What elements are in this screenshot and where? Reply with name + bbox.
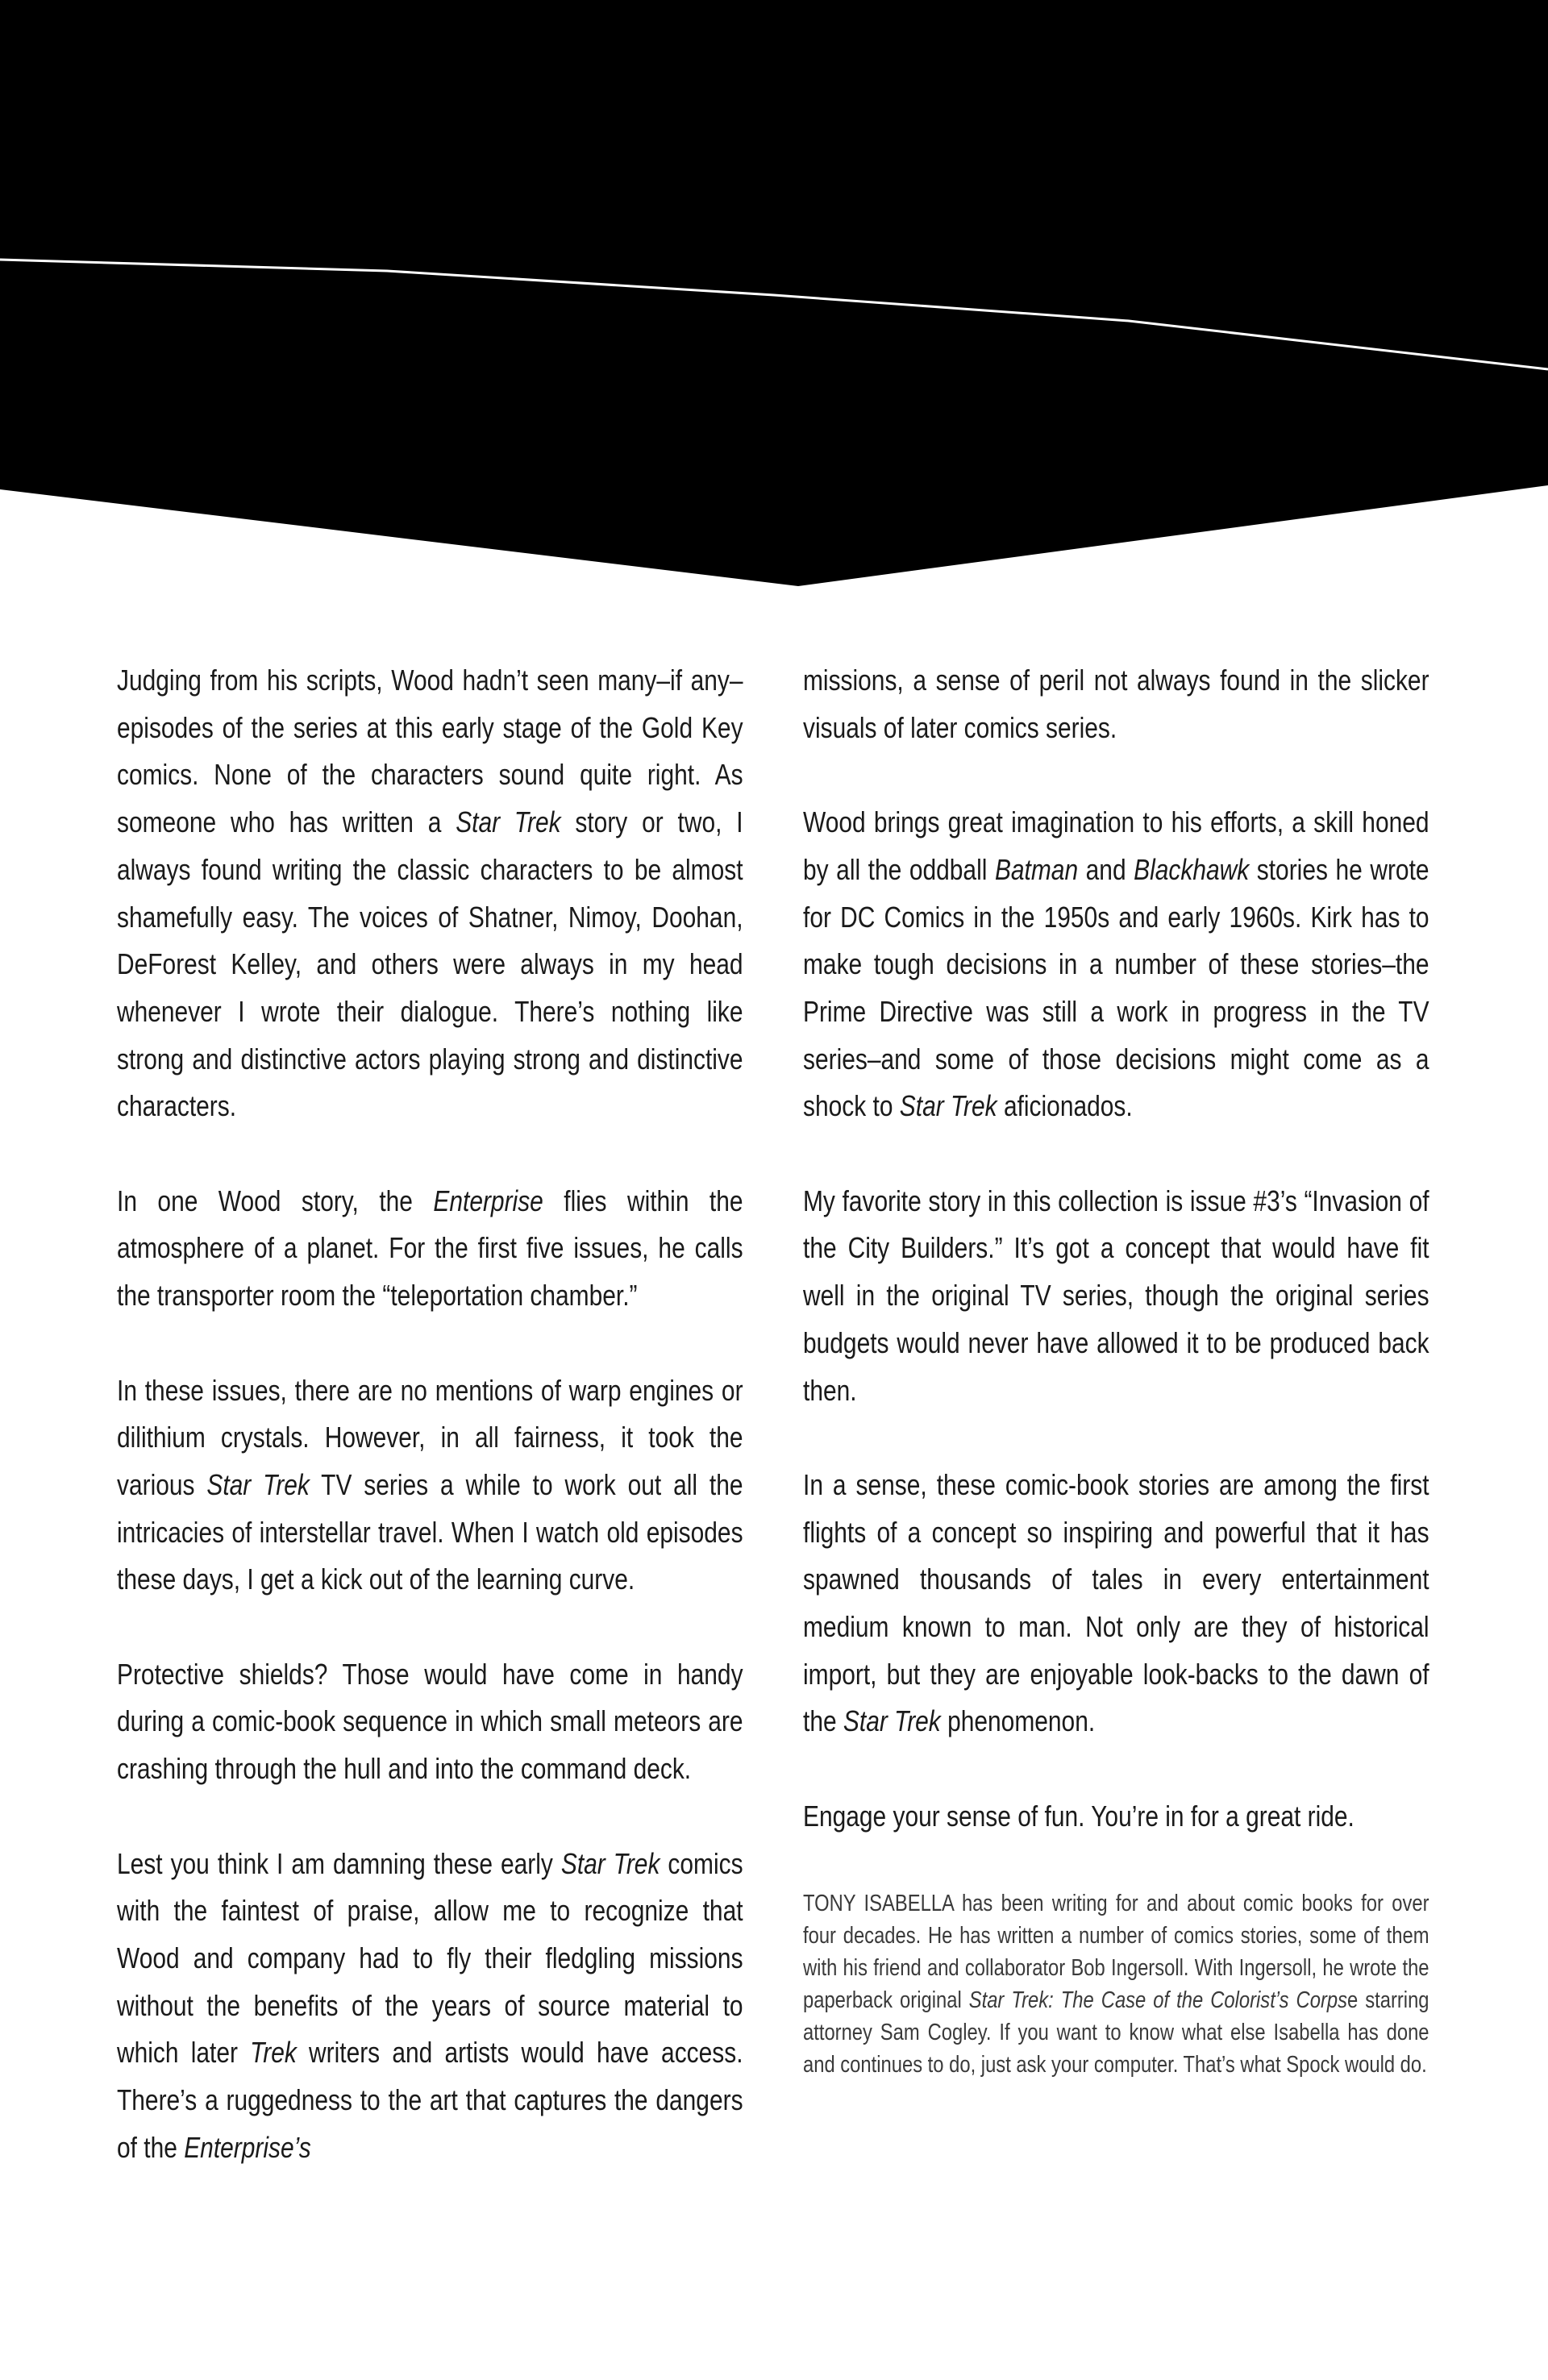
left-paragraph-1 <box>117 657 743 1130</box>
right-paragraph-2 <box>803 799 1429 1130</box>
text-run: Engage your sense of fun. You’re in for a great ride. <box>803 1799 1354 1833</box>
right-paragraph-1 <box>803 657 1429 751</box>
text-run: Wood brings great imagination to his efforts, a skill honed by all the oddball <box>803 805 1429 886</box>
text-run: e starring attorney Sam Cogley. If you want to know what else Isabella has done and continues to do, just ask your computer. That’s what Spock would do. <box>803 1987 1429 2078</box>
black-chevron-shape <box>0 0 1548 586</box>
text-run: In a sense, these comic-book stories are among the first flights of a concept so inspiring and powerful that it has spawned thousands of tales in every entertainment medium known to man. Not only are they of historical import, but they are enjoyable look-backs to the dawn of the <box>803 1467 1429 1738</box>
left-column <box>117 657 743 2219</box>
left-paragraph-5 <box>117 1841 743 2172</box>
left-paragraph-2 <box>117 1178 743 1320</box>
italic-title: Star Trek: The Case of the Colorist’s Corps <box>968 1987 1348 2014</box>
text-run: writers and artists would have access. There’s a ruggedness to the art that captures the dangers of the <box>117 2036 743 2164</box>
header-black-banner <box>0 0 1548 589</box>
text-run: story or two, I always found writing the classic characters to be almost shamefully easy. The voices of Shatner, Nimoy, Doohan, DeForest Kelley, and others were always in my head whenever I wrote their dialogue. There’s nothing like strong and distinctive actors playing strong and distinctive characters. <box>117 805 743 1123</box>
text-run: phenomenon. <box>940 1704 1096 1738</box>
text-run: aficionados. <box>997 1089 1133 1123</box>
right-paragraph-3 <box>803 1178 1429 1415</box>
text-run: and <box>1078 852 1134 886</box>
left-paragraph-4 <box>117 1651 743 1793</box>
left-paragraph-3 <box>117 1367 743 1604</box>
italic-title: Enterprise’s <box>184 2130 311 2164</box>
italic-title: Star Trek <box>899 1089 997 1123</box>
italic-title: Star Trek <box>206 1467 310 1501</box>
right-column <box>803 657 1429 2128</box>
text-run: Judging from his scripts, Wood hadn’t seen many–if any–episodes of the series at this early stage of the Gold Key comics. None of the characters sound quite right. As someone who has written a <box>117 664 743 839</box>
text-run: missions, a sense of peril not always found in the slicker visuals of later comics series. <box>803 664 1429 744</box>
right-paragraph-5 <box>803 1793 1429 1841</box>
italic-title: Star Trek <box>456 805 561 839</box>
text-run: stories he wrote for DC Comics in the 1950s and early 1960s. Kirk has to make tough decisions in a number of these stories–the Prime Directive was still a work in progress in the TV series–and some of those decisions might come as a shock to <box>803 852 1429 1123</box>
text-run: Lest you think I am damning these early <box>117 1846 561 1880</box>
italic-title: Enterprise <box>433 1184 543 1217</box>
text-run: Protective shields? Those would have come in handy during a comic-book sequence in which small meteors are crashing through the hull and into the command deck. <box>117 1657 743 1786</box>
italic-title: Trek <box>250 2036 297 2070</box>
italic-title: Batman <box>994 852 1079 886</box>
text-run: My favorite story in this collection is issue #3’s “Invasion of the City Builders.” It’s got a concept that would have fit well in the original TV series, though the original series budgets would never have allowed it to be produced back then. <box>803 1184 1429 1407</box>
author-bio <box>803 1887 1429 2081</box>
right-paragraph-4 <box>803 1462 1429 1745</box>
italic-title: Star Trek <box>560 1846 660 1880</box>
text-run: In these issues, there are no mentions of warp engines or dilithium crystals. However, in all fairness, it took the various <box>117 1373 743 1501</box>
text-run: comics with the faintest of praise, allow me to recognize that Wood and company had to fly their fledgling missions without the benefits of the years of source material to which later <box>117 1846 743 2070</box>
text-run: TONY ISABELLA has been writing for and about comic books for over four decades. He has written a number of comics stories, some of them with his friend and collaborator Bob Ingersoll. With Ingersoll, he wrote the paperback original <box>803 1891 1429 2014</box>
text-run: In one Wood story, the <box>117 1184 434 1217</box>
italic-title: Blackhawk <box>1134 852 1250 886</box>
text-run: TV series a while to work out all the intricacies of interstellar travel. When I watch old episodes these days, I get a kick out of the learning curve. <box>117 1467 743 1596</box>
text-run: flies within the atmosphere of a planet. For the first five issues, he calls the transporter room the “teleportation chamber.” <box>117 1184 743 1313</box>
italic-title: Star Trek <box>843 1704 941 1738</box>
